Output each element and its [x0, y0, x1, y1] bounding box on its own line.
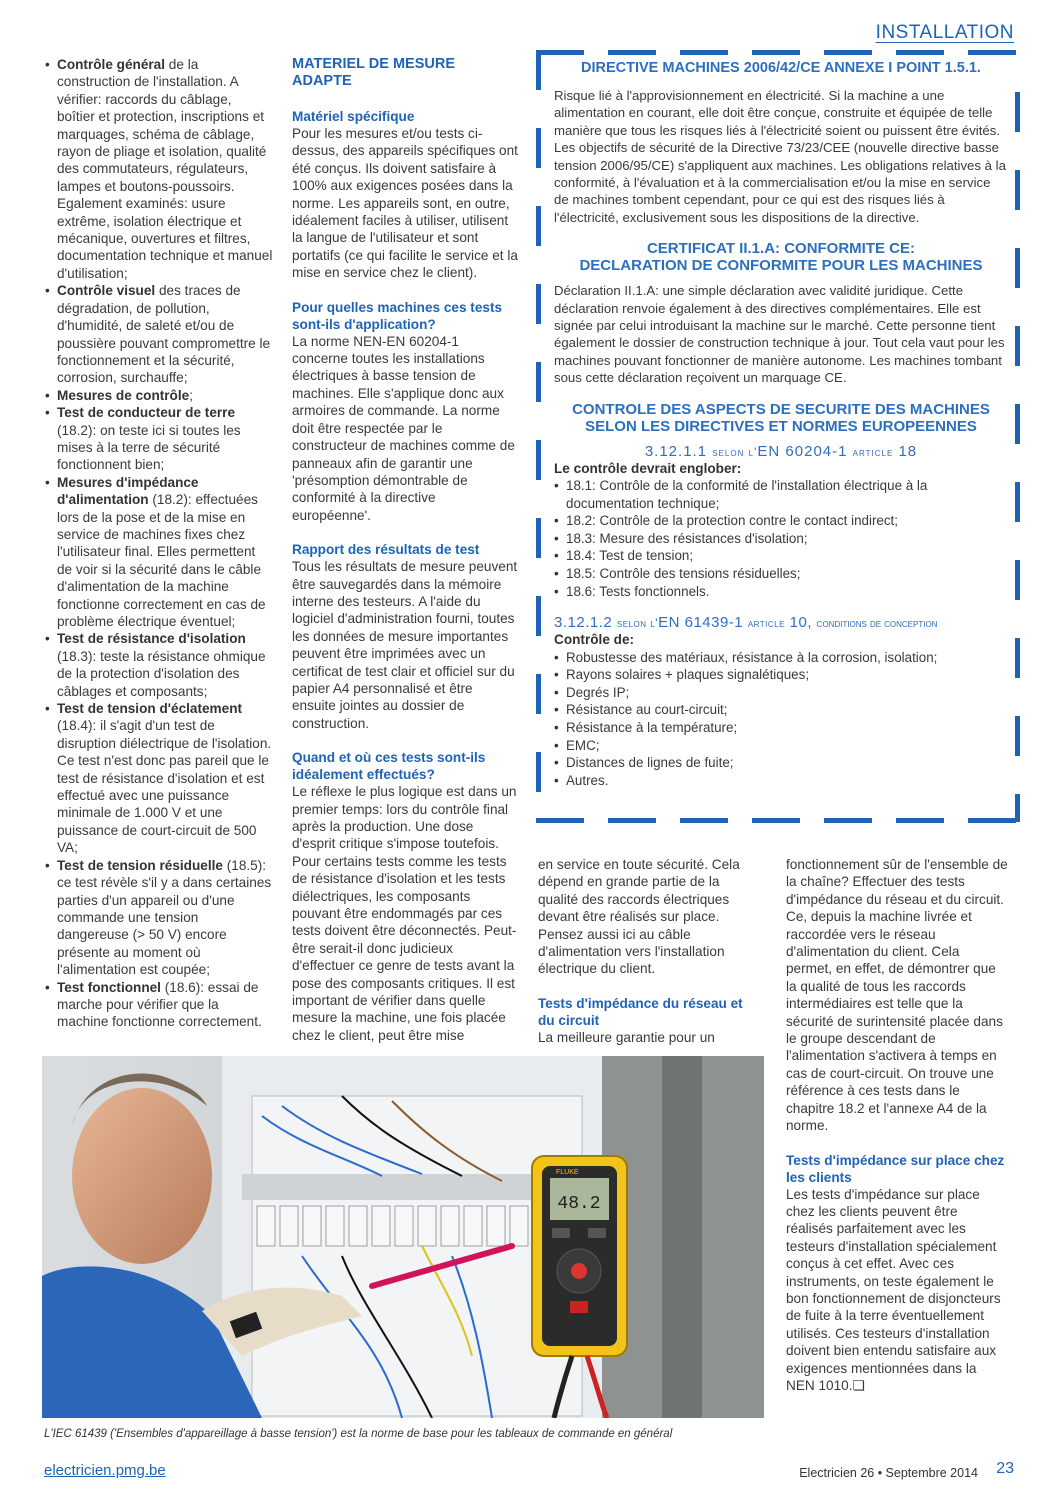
s2-number: 3.12.1.2	[554, 614, 613, 632]
s2-selon: selon l'	[616, 616, 659, 631]
col1-item-text: de la construction de l'installation. A vérifier: raccords du câblage, boîtier et protection, inscriptions et marquages, schéma de câblage, rayon de pliage et isolation, qualité des commutateurs, régulateurs, lampes et boutons-poussoirs. Egalement examinés: usure extrême, isolation électrique et mécanique, ouvertures et filtres, documentation technique et manuel d'utilisation;	[57, 57, 273, 281]
box-text-1: Risque lié à l'approvisionnement en électricité. Si la machine a une alimentation en courant, elle doit être conçue, construite et équipée de telle manière que tous les risques liés à l'électricité soient ou puissent être évités. Les objectifs de sécurité de la Directive 73/23/CEE (nouvelle directive basse tension 2006/95/CE) s'appliquent aux machines. Les obligations relatives à la conformité, à l'évaluation et à la commercialisation et/ou la mise en service de machines tombent cependant, pour ce qui est des risques liés à l'électricité, exclusivement sous les dispositions de la directive.	[554, 88, 1006, 225]
col1-list-item	[45, 474, 273, 631]
box-border-right	[1015, 92, 1020, 822]
box-text-2: Déclaration II.1.A: une simple déclaration avec validité juridique. Cette déclaration renvoie également à des directives complémentaires. Elle est signée par celui introduisant la machine sur le marché. Cette personne tient également le dossier de construction technique à jour. Tout cela vaut pour les machines pouvant fonctionner de manière autonome. Les machines tombant sous cette déclaration reçoivent un marquage CE.	[554, 283, 1005, 386]
col1-item-text: ;	[189, 387, 193, 403]
s2list-item: • Autres.	[554, 772, 1008, 790]
col3-text-2: La meilleure garantie pour un	[538, 1029, 715, 1045]
col1-item-text: (18.5): ce test révèle s'il y a dans certaines parties d'un appareil ou d'une commande une tension dangereuse (> 50 V) encore présente au moment où l'alimentation est coupée;	[57, 857, 272, 978]
s2list-item: • Distances de lignes de fuite;	[554, 754, 1008, 772]
s1list-item: • 18.4: Test de tension;	[554, 547, 1008, 565]
col1-item-text: des traces de dégradation, de pollution, d'humidité, de saleté et/ou de poussière pouvant compromettre le fonctionnement et la sécurité, corrosion, surchauffe;	[57, 283, 271, 386]
col3-heading: Tests d'impédance du réseau et du circuit	[538, 995, 743, 1028]
col1-item-text: (18.4): il s'agit d'un test de disruption diélectrique de l'isolation. Ce test n'est donc pas pareil que le test de résistance d'isolation et est effectué avec une puissance minimale de 1.000 V et une puissance de court-circuit de 500 VA;	[57, 718, 272, 856]
subsection-2-title	[554, 614, 1008, 631]
s2-intro: Contrôle de:	[554, 632, 635, 648]
subsection-1-title	[554, 443, 1008, 460]
box-heading-1: DIRECTIVE MACHINES 2006/42/CE ANNEXE I POINT 1.5.1.	[581, 60, 981, 76]
col1-item-term: Test fonctionnel	[57, 979, 161, 995]
page-number: 23	[996, 1460, 1014, 1477]
s2-article-number: 10,	[789, 614, 812, 632]
box-heading-3a: CONTROLE DES ASPECTS DE SECURITE DES MACHINES	[572, 400, 990, 418]
s2list-item: • Résistance au court-circuit;	[554, 701, 1008, 719]
s2list-item: • EMC;	[554, 737, 1008, 755]
column-4	[786, 856, 1008, 1394]
column-1	[45, 56, 273, 1031]
col4-heading: Tests d'impédance sur place chez les clients	[786, 1152, 1005, 1185]
col2-body-1: Pour les mesures et/ou tests ci-dessus, des appareils spécifiques ont été conçus. Ils doivent satisfaire à 100% aux exigences posées dans la norme. Les appareils sont, en outre, idéalement faciles à utiliser, utilisent la langue de l'utilisateur et sont portatifs (ce qui facilite le service et la mise en service chez le client).	[292, 126, 518, 281]
footer-issue: Electricien 26 • Septembre 2014	[799, 1466, 978, 1480]
s1-article-number: 18	[898, 442, 918, 460]
col1-list-item	[45, 630, 273, 700]
s1-number: 3.12.1.1	[644, 442, 708, 460]
col2-heading-2: Pour quelles machines ces tests sont-ils d'application?	[292, 299, 503, 332]
s2-conditions: conditions de conception	[816, 618, 938, 631]
box-heading-2a: CERTIFICAT II.1.A: CONFORMITE CE:	[646, 240, 916, 258]
col1-item-text: (18.2): on teste ici si toutes les mises à la terre de sécurité fonctionnent bien;	[57, 422, 241, 473]
end-mark: ❏	[852, 1377, 865, 1393]
col2-heading-4: Quand et où ces tests sont-ils idéalement effectués?	[292, 750, 486, 783]
col2-body-3: Tous les résultats de mesure peuvent être sauvegardés dans la mémoire interne des testeurs. A l'aide du logiciel d'administration fourni, toutes les données de mesure importantes peuvent être imprimées avec un certificat de test clair et officiel sur du papier A4 personnalisé et être ensuite jointes au dossier de construction.	[292, 559, 518, 731]
box-border-top	[536, 50, 1020, 55]
s1list-item: • 18.6: Tests fonctionnels.	[554, 583, 1008, 601]
s1list-item: • 18.5: Contrôle des tensions résiduelles;	[554, 565, 1008, 583]
s1-intro: Le contrôle devrait englober:	[554, 460, 742, 476]
s1list-item: • 18.3: Mesure des résistances d'isolation;	[554, 530, 1008, 548]
col4-text-2-body: Les tests d'impédance sur place chez les clients peuvent être réalisés parfaitement avec les testeurs d'installation spécialement conçus à cet effet. Avec ces instruments, on teste également le bon fonctionnement de disjoncteurs de fuite à la terre éventuellement utilisés. Ces testeurs d'installation doivent bien entendu satisfaire aux exigences mentionnées dans la NEN 1010.	[786, 1186, 1001, 1393]
s2list-item: • Résistance à la température;	[554, 719, 1008, 737]
col1-item-text: (18.6): essai de marche pour vérifier que la machine fonctionne correctement.	[57, 979, 262, 1030]
col1-list-item	[45, 404, 273, 474]
col1-list-item	[45, 56, 273, 282]
col2-title: MATERIEL DE MESURE ADAPTE	[292, 56, 456, 89]
s2-article: article	[747, 616, 785, 631]
col1-list-item	[45, 387, 273, 404]
col1-item-text: (18.2): effectuées lors de la pose et de la mise en service de machines fixes chez l'utilisateur final. Elles permettent de voir si la sécurité dans le câble d'alimentation de la machine fonctionne correctement en cas de problème électrique éventuel;	[57, 492, 266, 629]
col4-text-2	[786, 1186, 1008, 1395]
col3-text-1: en service en toute sécurité. Cela dépend en grande partie de la qualité des raccords électriques devant être réalisés sur place. Pensez aussi ici au câble d'alimentation vers l'installation électrique du client.	[538, 857, 740, 977]
column-2	[292, 56, 518, 1044]
footer-url: electricien.pmg.be	[44, 1462, 166, 1479]
col1-list-item	[45, 857, 273, 979]
col2-heading-1: Matériel spécifique	[292, 109, 415, 124]
photo-technician-testing-panel	[42, 1056, 764, 1418]
box-border-bottom	[536, 818, 1020, 823]
section-label: INSTALLATION	[875, 22, 1014, 43]
col1-list-item	[45, 979, 273, 1031]
col1-item-term: Contrôle général	[57, 57, 166, 72]
column-3	[538, 856, 760, 1046]
s1list-item: • 18.2: Contrôle de la protection contre le contact indirect;	[554, 512, 1008, 530]
col2-body-2: La norme NEN-EN 60204-1 concerne toutes les installations électriques à basse tension de machines. Elle s'applique donc aux armoires de commande. La norme doit être respectée par le constructeur de machines comme de panneaux afin de garantir une 'présomption démontrable de conformité à la directive européenne'.	[292, 333, 515, 523]
photo-illustration	[42, 1056, 764, 1418]
meter-display: 48.2	[557, 1194, 601, 1214]
col2-heading-3: Rapport des résultats de test	[292, 542, 480, 558]
s2list-item: • Degrés IP;	[554, 684, 1008, 702]
meter-brand: FLUKE	[556, 1169, 579, 1176]
photo-caption: L'IEC 61439 ('Ensembles d'appareillage à basse tension') est la norme de base pour les tableaux de commande en général	[44, 1428, 673, 1440]
col1-item-term: Test de tension d'éclatement	[57, 701, 243, 717]
col1-item-term: Test de tension résiduelle	[57, 857, 223, 873]
box-heading-3b: SELON LES DIRECTIVES ET NORMES EUROPEENNES	[585, 417, 977, 435]
s2-norm: EN 61439-1	[658, 614, 744, 632]
s2list-item: • Robustesse des matériaux, résistance à la corrosion, isolation;	[554, 649, 1008, 667]
s1-selon: selon l'	[712, 444, 758, 459]
directive-box	[554, 60, 1008, 789]
s1-article: article	[852, 444, 894, 459]
s2list-item: • Rayons solaires + plaques signalétiques;	[554, 666, 1008, 684]
col1-list-item	[45, 282, 273, 386]
box-border-left	[536, 50, 541, 822]
col4-text-1: fonctionnement sûr de l'ensemble de la chaîne? Effectuer des tests d'impédance du réseau et du circuit. Ce, depuis la machine livrée et raccordée vers le réseau d'alimentation du client. Cela permet, en effet, de démontrer que la qualité de tous les raccords intermédiaires est telle que la sécurité de surintensité placée dans le groupe descendant de l'alimentation s'activera à temps en cas de court-circuit. On trouve une référence à ces tests dans le chapitre 18.2 et l'annexe A4 de la norme.	[786, 857, 1008, 1134]
col1-list-item	[45, 700, 273, 857]
box-heading-2b: DECLARATION DE CONFORMITE POUR LES MACHINES	[579, 257, 983, 275]
s1-norm: EN 60204-1	[757, 442, 848, 460]
col1-item-text: (18.3): teste la résistance ohmique de la protection d'isolation des câblages et composants;	[57, 648, 266, 699]
col1-item-term: Contrôle visuel	[57, 283, 156, 299]
col1-item-term: Test de résistance d'isolation	[57, 631, 246, 647]
col1-item-term: Test de conducteur de terre	[57, 405, 236, 421]
col2-body-4: Le réflexe le plus logique est dans un premier temps: lors du contrôle final après la production. Une dose d'esprit critique s'impose toutefois. Pour certains tests comme les tests de résistance d'isolation et les tests diélectriques, les composants pouvant être endommagés par ces tests doivent être déconnectés. Peut-être serait-il donc judicieux d'effectuer ce genre de tests avant la pose des composants critiques. Il est important de vérifier dans quelle mesure la machine, une fois placée chez le client, peut être mise	[292, 784, 517, 1043]
col1-item-term: Mesures d'impédance d'alimentation	[57, 474, 199, 508]
col1-item-term: Mesures de contrôle	[57, 387, 190, 403]
s1list-item: • 18.1: Contrôle de la conformité de l'installation électrique à la documentation technique;	[554, 477, 1008, 512]
